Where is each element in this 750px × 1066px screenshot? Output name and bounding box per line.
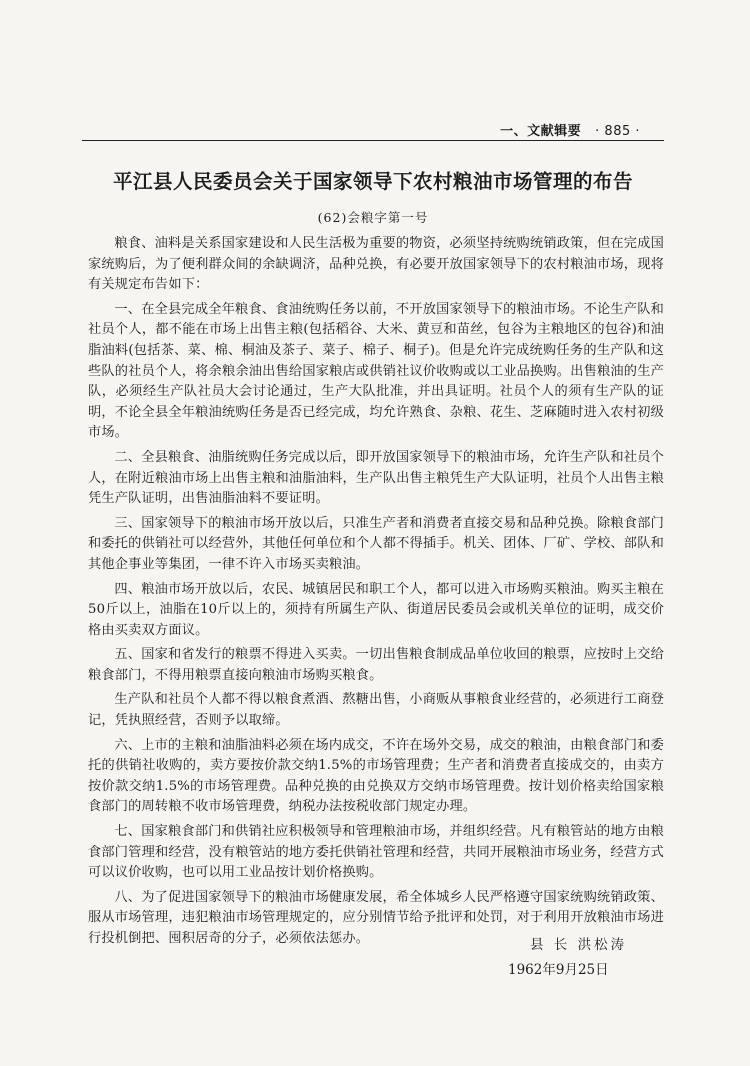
paragraph-5-supplement: 生产队和社员个人都不得以粮食煮酒、熬糖出售，小商贩从事粮食业经营的，必须进行工商登记，凭执照经营，否则予以取缔。 (88, 692, 664, 729)
header-rule (82, 140, 664, 141)
signature-date: 1962年9月25日 (508, 962, 609, 978)
section-title: 一、文献辑要 (500, 124, 582, 139)
paragraph-8: 八、为了促进国家领导下的粮油市场健康发展，希全体城乡人民严格遵守国家统购统销政策、服从市场管理，违犯粮油市场管理规定的，应分别情节给予批评和处罚，对于利用开放粮油市场进行投机倒把、囤积居奇的分子，必须依法惩办。 (88, 889, 664, 946)
paragraph-3: 三、国家领导下的粮油市场开放以后，只准生产者和消费者直接交易和品种兑换。除粮食部门和委托的供销社可以经营外，其他任何单位和个人都不得插手。机关、团体、厂矿、学校、部队和其他企事业等集团，一律不许入市场买卖粮油。 (88, 515, 664, 572)
paragraph-4: 四、粮油市场开放以后，农民、城镇居民和职工个人，都可以进入市场购买粮油。购买主粮在50斤以上，油脂在10斤以上的，须持有所属生产队、街道居民委员会或机关单位的证明，成交价格由买卖双方面议。 (88, 581, 664, 638)
paragraph-6: 六、上市的主粮和油脂油料必须在场内成交，不许在场外交易，成交的粮油，由粮食部门和委托的供销社收购的，卖方要按价款交纳1.5%的市场管理费；生产者和消费者直接成交的，由卖方按价款交纳1.5%的市场管理费。品种兑换的由兑换双方交纳市场管理费。按计划价格卖给国家粮食部门的周转粮不收市场管理费，纳税办法按税收部门规定办理。 (88, 737, 664, 815)
signatory: 县 长 洪松涛 (530, 937, 628, 953)
document-body (88, 234, 664, 954)
document-number: (62)会粮字第一号 (317, 210, 429, 225)
page-number: · 885 · (595, 124, 640, 139)
document-title: 平江县人民委员会关于国家领导下农村粮油市场管理的布告 (112, 170, 633, 193)
paragraph-7: 七、国家粮食部门和供销社应积极领导和管理粮油市场，并组织经营。凡有粮管站的地方由粮食部门管理和经营，没有粮管站的地方委托供销社管理和经营，共同开展粮油市场业务，经营方式可以议价收购，也可以用工业品按计划价格换购。 (88, 824, 664, 881)
paragraph-intro: 粮食、油料是关系国家建设和人民生活极为重要的物资，必须坚持统购统销政策，但在完成国家统购后，为了便利群众间的余缺调济，品种兑换，有必要开放国家领导下的农村粮油市场，现将有关规定布告如下： (88, 236, 664, 293)
paragraph-1: 一、在全县完成全年粮食、食油统购任务以前，不开放国家领导下的粮油市场。不论生产队和社员个人，都不能在市场上出售主粮(包括稻谷、大米、黄豆和苗丝，包谷为主粮地区的包谷)和油脂油料(包括茶、菜、棉、桐油及茶子、菜子、棉子、桐子)。但是允许完成统购任务的生产队和这些队的社员个人，将余粮余油出售给国家粮店或供销社议价收购或以工业品换购。出售粮油的生产队，必须经生产队社员大会讨论通过，生产大队批准，并出具证明。社员个人的须有生产队的证明，不论全县全年粮油统购任务是否已经完成，均允许熟食、杂粮、花生、芝麻随时进入农村初级市场。 (88, 301, 664, 441)
paragraph-2: 二、全县粮食、油脂统购任务完成以后，即开放国家领导下的粮油市场，允许生产队和社员个人，在附近粮油市场上出售主粮和油脂油料，生产队出售主粮凭生产大队证明，社员个人出售主粮凭生产队证明，出售油脂油料不要证明。 (88, 449, 664, 507)
running-header (500, 120, 640, 139)
paragraph-5: 五、国家和省发行的粮票不得进入买卖。一切出售粮食制成品单位收回的粮票，应按时上交给粮食部门，不得用粮票直接向粮油市场购买粮食。 (88, 647, 664, 683)
